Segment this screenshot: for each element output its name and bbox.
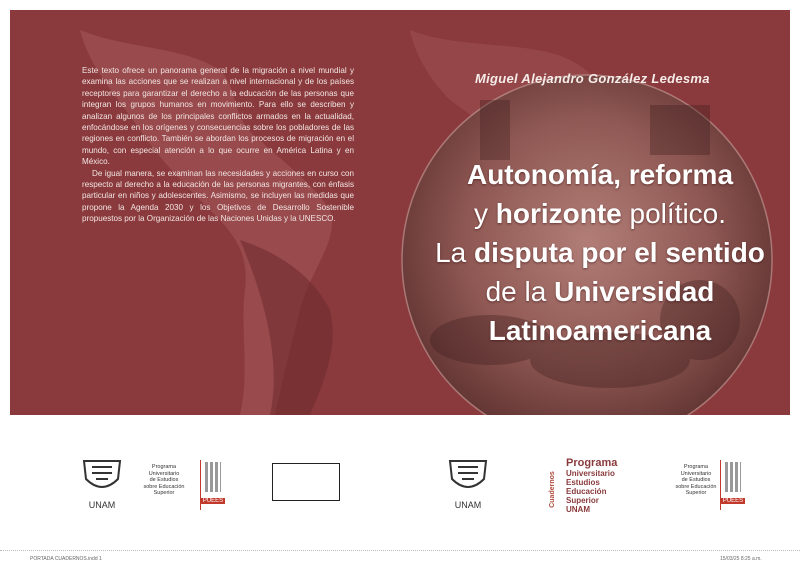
title-line-5: Latinoamericana: [488, 315, 712, 346]
puees-line: Universitario: [680, 470, 712, 477]
series-line: Superior: [566, 496, 599, 505]
puees-line: Superior: [685, 490, 707, 496]
series-cuadernos: Cuadernos: [548, 471, 556, 508]
puees-logo-front: [672, 460, 762, 510]
unam-crest-icon: [80, 455, 124, 495]
puees-badge: PUEES: [722, 498, 744, 504]
unam-label: UNAM: [454, 500, 482, 510]
title-line-2a: y: [473, 198, 496, 229]
cover-spread: [10, 10, 790, 415]
title-line-1: Autonomía, reforma: [466, 159, 734, 190]
unam-logo-back: [80, 455, 124, 510]
barcode-box: [272, 463, 340, 501]
series-line: Universitario: [566, 469, 615, 478]
puees-line: Programa: [151, 464, 177, 470]
series-line: Estudios: [566, 478, 600, 487]
author-name: Miguel Alejandro González Ledesma: [475, 71, 710, 86]
slug-left: PORTADA CUADERNOS.indd 1: [30, 556, 102, 562]
puees-line: de Estudios: [681, 477, 711, 483]
unam-label: UNAM: [88, 500, 116, 510]
puees-line: Universitario: [148, 470, 180, 477]
title-line-3b: disputa por el sentido: [474, 237, 765, 268]
crop-marks: [0, 550, 800, 552]
puees-line: de Estudios: [149, 477, 179, 483]
puees-line: sobre Educación: [143, 483, 185, 490]
title-line-2c: político.: [621, 198, 727, 229]
blurb-paragraph-1: Este texto ofrece un panorama general de la migración a nivel mundial y examina las acciones que se realizan a nivel internacional y de los países receptores para garantizar el derecho a la educación de las personas que integran los grupos humanos en movimiento. Para ello se describen y analizan algunos de los principales conflictos armados en la actualidad, enfocándose en los orígenes y consecuencias sobre los pobladores de las regiones en conflicto. También se abordan los procesos de migración en el mundo, con especial atención a lo que ocurre en América Latina y en México.: [82, 66, 354, 167]
puees-logo-back: [140, 460, 230, 510]
book-title: [420, 155, 780, 350]
title-line-3a: La: [435, 237, 474, 268]
title-line-2b: horizonte: [495, 198, 622, 229]
puees-badge: PUEES: [202, 498, 224, 504]
puees-figure-icon: [725, 462, 741, 492]
series-line: Programa: [566, 457, 618, 469]
title-line-4a: de la: [485, 276, 555, 307]
title-line-4b: Universidad: [554, 276, 715, 307]
puees-line: sobre Educación: [675, 483, 717, 490]
blurb-paragraph-2: De igual manera, se examinan las necesidades y acciones en curso con respecto al derecho a la educación de las personas migrantes, con énfasis particular en niños y adolescentes. Asimismo, se incluyen las medidas que propone la Agenda 2030 y los Objetivos de Desarrollo Sostenible propuestos por la Organización de las Naciones Unidas y la UNESCO.: [82, 168, 354, 224]
slug-right: 15/03/25 8:25 a.m.: [720, 556, 762, 562]
unam-crest-icon: [446, 455, 490, 495]
series-logo: [548, 457, 632, 520]
puees-line: Programa: [683, 464, 709, 470]
puees-figure-icon: [205, 462, 221, 492]
back-cover-blurb: [82, 65, 354, 225]
puees-line: Superior: [153, 490, 175, 496]
unam-logo-front: [446, 455, 490, 510]
series-line: Educación: [566, 487, 607, 496]
series-line: UNAM: [566, 505, 590, 514]
